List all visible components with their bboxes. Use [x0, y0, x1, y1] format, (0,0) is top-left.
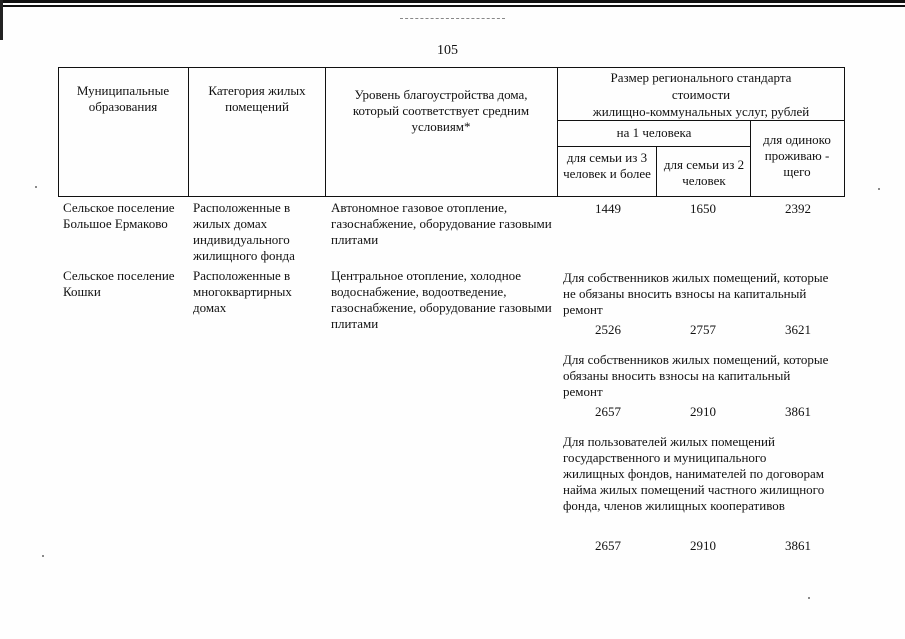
group3-value-single: 3861	[785, 538, 811, 553]
header-category: Категория жилых помещений	[208, 83, 306, 114]
group1-value-family3: 2526	[595, 322, 621, 337]
scan-speck	[35, 186, 37, 188]
header-per-person: на 1 человека	[616, 125, 692, 140]
group2-value-family2: 2910	[690, 404, 716, 419]
header-municipality: Муниципальные образования	[76, 83, 170, 114]
group2-value-family3: 2657	[595, 404, 621, 419]
scan-left-mark	[0, 0, 3, 40]
row2-category: Расположенные в многоквартирных домах	[193, 268, 292, 315]
row1-value-family3: 1449	[595, 201, 621, 216]
scan-top-gap	[0, 3, 905, 5]
header-level: Уровень благоустройства дома, который соответствует средним условиям*	[352, 87, 530, 134]
row1-municipality: Сельское поселение Большое Ермаково	[63, 200, 175, 231]
group1-value-single: 3621	[785, 322, 811, 337]
group1-label: Для собственников жилых помещений, которые не обязаны вносить взносы на капитальный ремонт	[563, 270, 829, 317]
page-number: 105	[437, 43, 458, 58]
group3-label: Для пользователей жилых помещений государственного и муниципального жилищных фондов, нанимателей по договорам найма жилых помещений частного жилищного фонда, членов жилищных кооперативов	[563, 434, 825, 513]
group3-value-family3: 2657	[595, 538, 621, 553]
header-standard-line-2: стоимости	[671, 87, 731, 102]
row2-municipality: Сельское поселение Кошки	[63, 268, 175, 299]
group3-value-family2: 2910	[690, 538, 716, 553]
row1-value-family2: 1650	[690, 201, 716, 216]
header-standard-line-3: жилищно-коммунальных услуг, рублей	[592, 104, 810, 119]
scan-speck	[42, 555, 44, 557]
scan-speck	[808, 597, 810, 599]
header-family-2: для семьи из 2 человек	[663, 157, 745, 188]
row2-level: Центральное отопление, холодное водоснабжение, водоотведение, газоснабжение, оборудование газовыми плитами	[331, 268, 552, 331]
scan-speck	[878, 188, 880, 190]
row1-category: Расположенные в жилых домах индивидуального жилищного фонда	[193, 200, 295, 263]
group2-label: Для собственников жилых помещений, которые обязаны вносить взносы на капитальный ремонт	[563, 352, 829, 399]
header-family-3: для семьи из 3 человек и более	[563, 150, 651, 181]
header-single: для одиноко проживаю - щего	[763, 132, 831, 179]
scan-artifact	[400, 18, 505, 21]
row1-value-single: 2392	[785, 201, 811, 216]
group1-value-family2: 2757	[690, 322, 716, 337]
group2-value-single: 3861	[785, 404, 811, 419]
row1-level: Автономное газовое отопление, газоснабжение, оборудование газовыми плитами	[331, 200, 552, 247]
header-standard-line-1: Размер регионального стандарта	[610, 70, 792, 85]
